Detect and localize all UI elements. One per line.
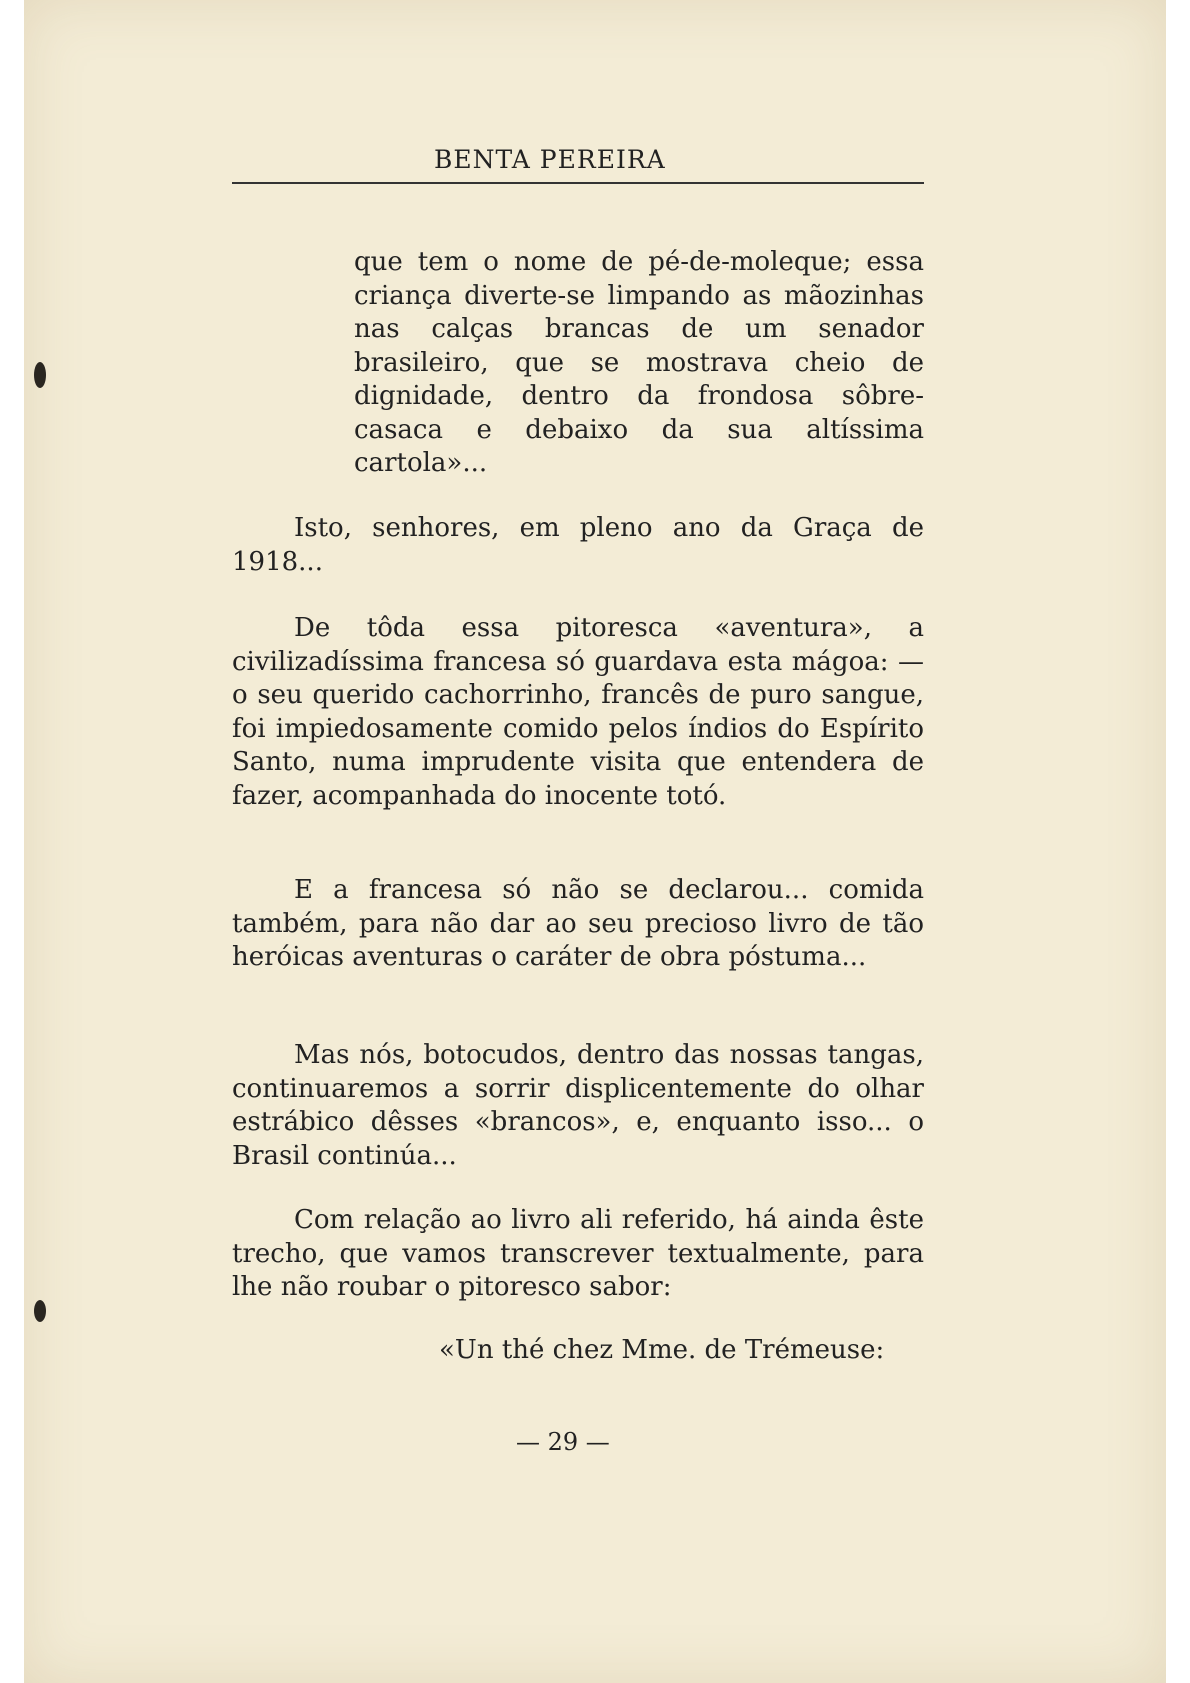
book-page	[24, 0, 1166, 1683]
paragraph: Isto, senhores, em pleno ano da Graça de 1918...	[232, 513, 924, 577]
closing-quote: «Un thé chez Mme. de Trémeuse:	[439, 1335, 885, 1365]
paragraph: Mas nós, botocudos, dentro das nossas tangas, continuaremos a sorrir displicentemente do olhar estrábico dêsses «brancos», e, enquanto isso... o Brasil continúa...	[232, 1040, 924, 1171]
paragraph: Com relação ao livro ali referido, há ainda êste trecho, que vamos transcrever textualmente, para lhe não roubar o pitoresco sabor:	[232, 1205, 924, 1302]
paragraph: E a francesa só não se declarou... comida também, para não dar ao seu precioso livro de tão heróicas aventuras o caráter de obra póstuma...	[232, 875, 924, 972]
binding-hole-mark	[34, 1300, 46, 1322]
quote-block: que tem o nome de pé-de-moleque; essa criança diverte-se limpando as mãozinhas nas calças brancas de um senador brasileiro, que se mostrava cheio de dignidade, dentro da frondosa sôbre-casaca e debaixo da sua altíssima cartola»...	[354, 247, 924, 478]
paragraph: De tôda essa pitoresca «aventura», a civilizadíssima francesa só guardava esta mágoa: — o seu querido cachorrinho, francês de puro sangue, foi impiedosamente comido pelos índios do Espírito Santo, numa imprudente visita que entendera de fazer, acompanhada do inocente totó.	[232, 613, 924, 811]
page-number: — 29 —	[516, 1428, 610, 1456]
running-title: BENTA PEREIRA	[434, 145, 666, 174]
header-rule	[232, 182, 924, 184]
binding-hole-mark	[34, 362, 46, 388]
